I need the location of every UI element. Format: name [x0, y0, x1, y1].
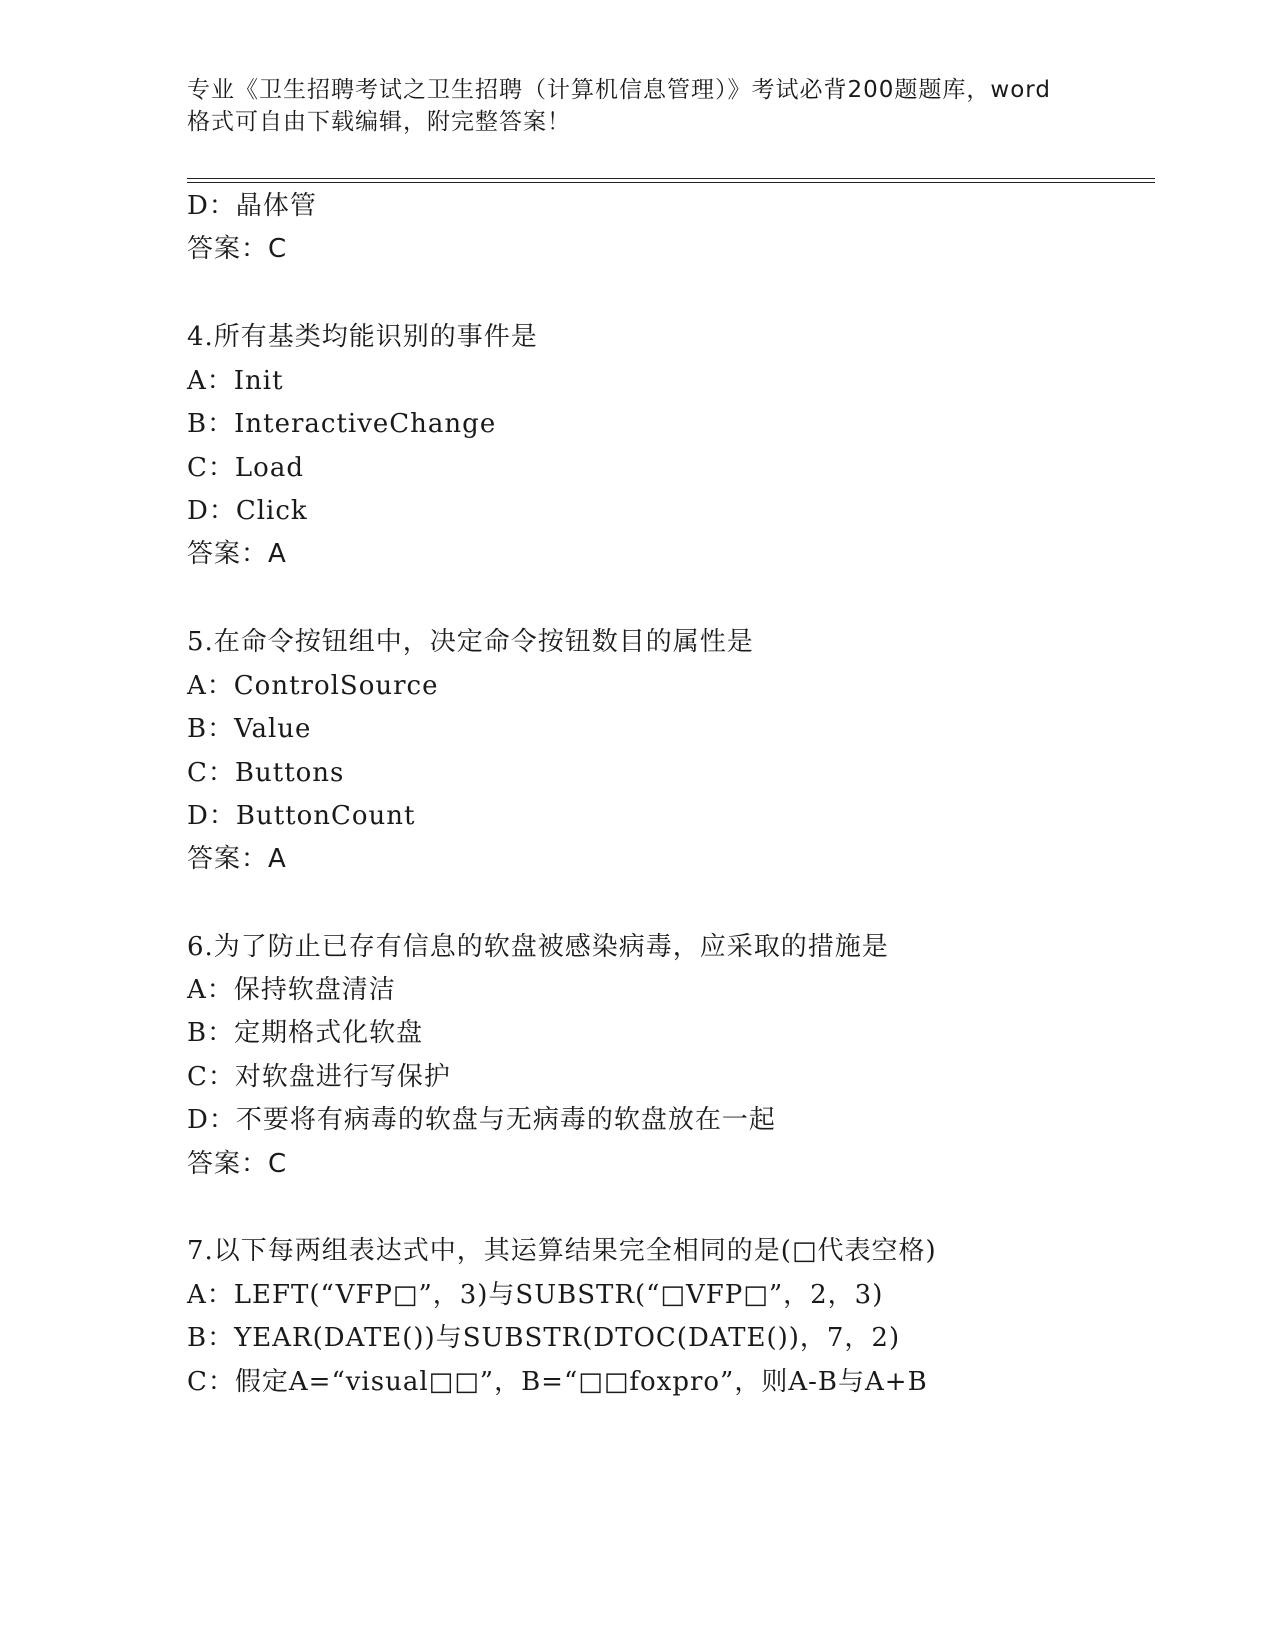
q6-option-c: C：对软盘进行写保护 [187, 1062, 451, 1092]
q5-option-b: B：Value [187, 714, 312, 744]
q6-option-d: D：不要将有病毒的软盘与无病毒的软盘放在一起 [187, 1105, 776, 1135]
q6-option-a: A：保持软盘清洁 [187, 975, 396, 1005]
q7-option-b: B：YEAR(DATE())与SUBSTR(DTOC(DATE())，7，2) [187, 1323, 901, 1353]
q6-answer: 答案：C [187, 1149, 288, 1179]
document-header [187, 74, 1117, 138]
q7-stem: 7.以下每两组表达式中，其运算结果完全相同的是(□代表空格) [187, 1236, 937, 1266]
prev-option-d: D：晶体管 [187, 191, 317, 221]
header-line-1: 专业《卫生招聘考试之卫生招聘（计算机信息管理）》考试必背200题题库，word [187, 77, 1051, 103]
q5-option-c: C：Buttons [187, 758, 345, 788]
q6-stem: 6.为了防止已存有信息的软盘被感染病毒，应采取的措施是 [187, 932, 889, 962]
header-rule-bottom [187, 182, 1155, 183]
q5-option-a: A：ControlSource [187, 671, 439, 701]
q4-option-c: C：Load [187, 453, 304, 483]
q7-option-c: C：假定A=“visual□□”，B=“□□foxpro”，则A-B与A+B [187, 1367, 928, 1397]
header-line-2: 格式可自由下载编辑，附完整答案！ [187, 109, 571, 135]
q7-option-a: A：LEFT(“VFP□”，3)与SUBSTR(“□VFP□”，2，3) [187, 1280, 884, 1310]
q5-stem: 5.在命令按钮组中，决定命令按钮数目的属性是 [187, 627, 754, 657]
q4-answer: 答案：A [187, 539, 287, 569]
header-rule-top [187, 178, 1155, 179]
q4-option-a: A：Init [187, 366, 284, 396]
q5-answer: 答案：A [187, 844, 287, 874]
q6-option-b: B：定期格式化软盘 [187, 1018, 424, 1048]
prev-answer: 答案：C [187, 234, 288, 264]
q4-option-b: B：InteractiveChange [187, 409, 497, 439]
q4-stem: 4.所有基类均能识别的事件是 [187, 322, 538, 352]
q5-option-d: D：ButtonCount [187, 801, 416, 831]
q4-option-d: D：Click [187, 496, 308, 526]
